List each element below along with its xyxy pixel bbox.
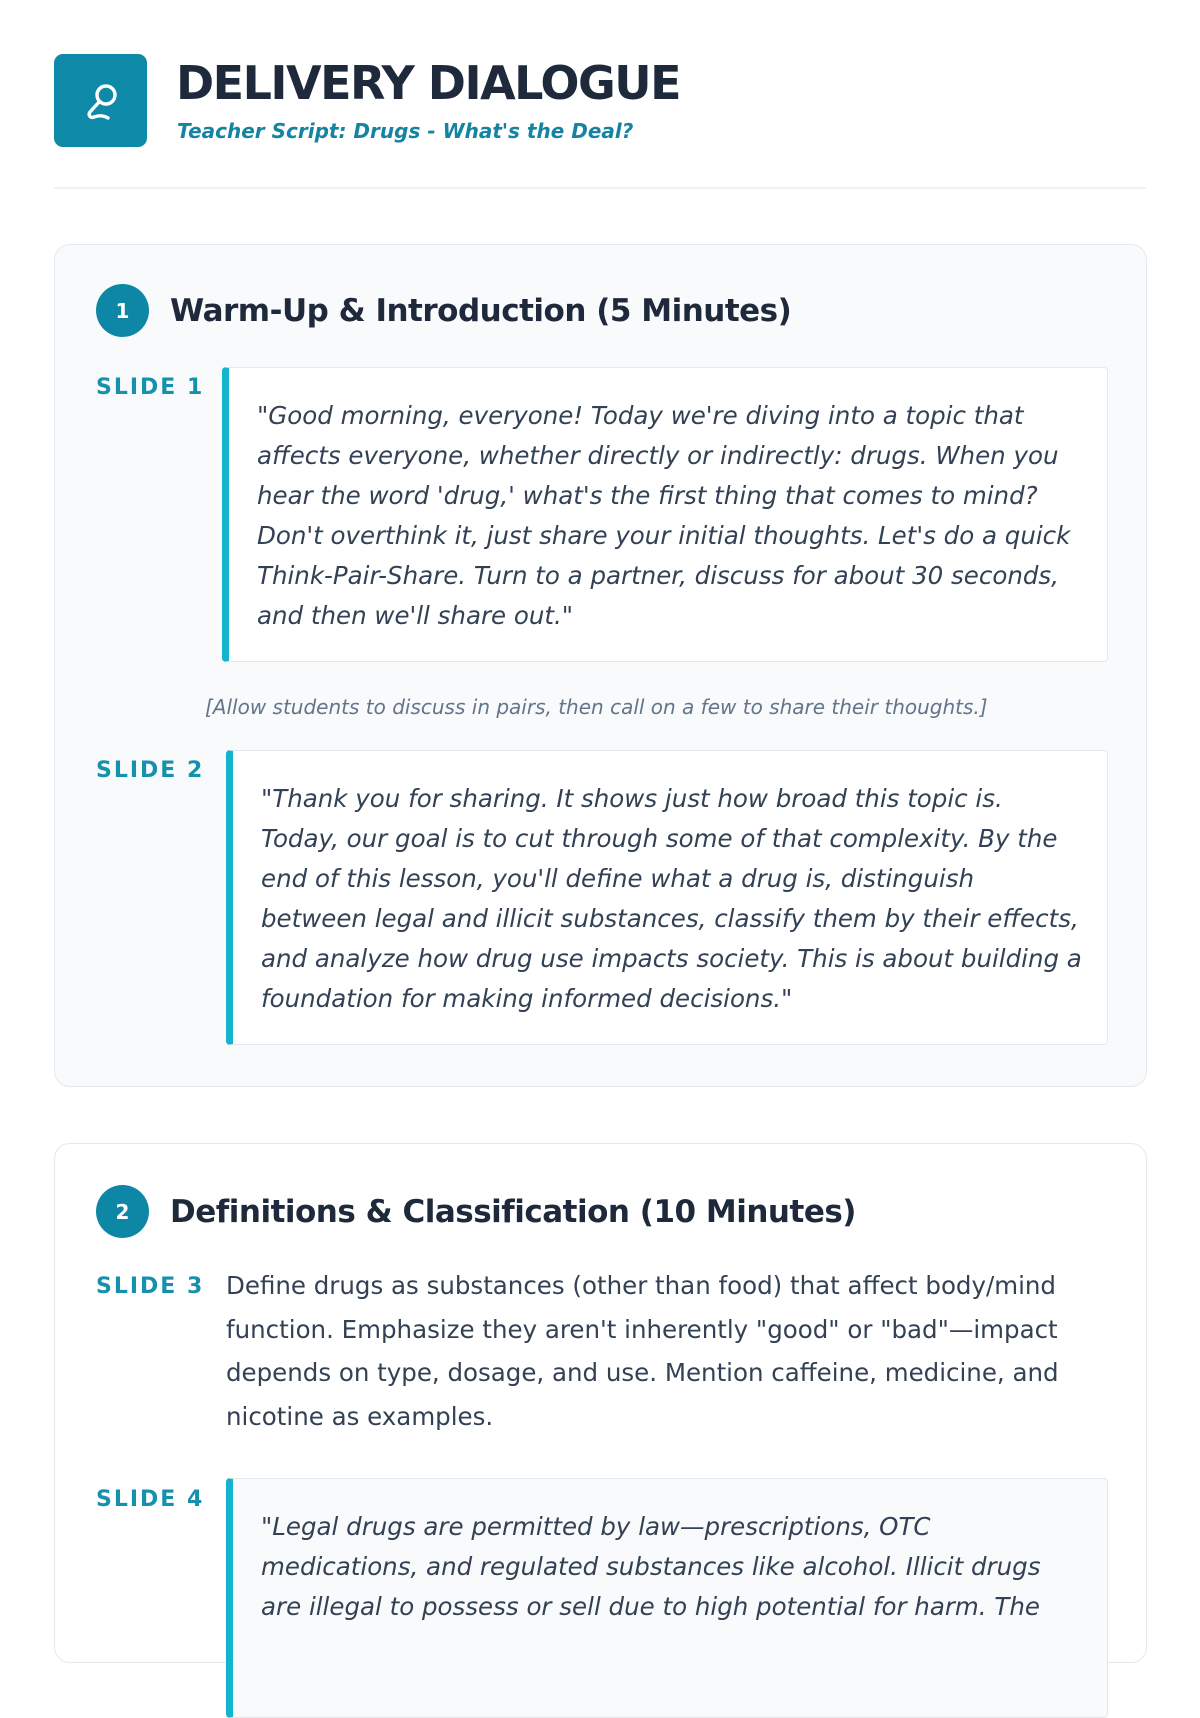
slide-label: SLIDE 4 <box>96 1487 205 1512</box>
header <box>54 0 1146 189</box>
section-title: Warm-Up & Introduction (5 Minutes) <box>170 292 792 329</box>
section-number-badge: 2 <box>96 1185 149 1238</box>
slide-quote-text: "Thank you for sharing. It shows just how broad this topic is. Today, our goal is to cut through some of that complexity. By the end of this lesson, you'll define what a drug is, distinguish between legal and illicit substances, classify them by their effects, and analyze how drug use impacts society. This is about building a foundation for making informed decisions." <box>261 784 1082 1013</box>
section-warm-up <box>54 244 1147 1087</box>
slide-quote-text: "Legal drugs are permitted by law—prescriptions, OTC medications, and regulated substances like alcohol. Illicit drugs are illegal to possess or sell due to high potential for harm. The <box>261 1512 1041 1621</box>
slide-quote-box <box>222 367 1108 662</box>
page-title: DELIVERY DIALOGUE <box>176 56 680 110</box>
section-number-badge: 1 <box>96 284 149 337</box>
page-subtitle: Teacher Script: Drugs - What's the Deal? <box>177 119 634 143</box>
section-header <box>96 1185 856 1238</box>
slide-note-text: Define drugs as substances (other than food) that affect body/mind function. Emphasize they aren't inherently "good" or "bad"—impact depends on type, dosage, and use. Mention caffeine, medicine, and nicotine as examples. <box>226 1271 1059 1431</box>
slide-quote-text: "Good morning, everyone! Today we're diving into a topic that affects everyone, whether directly or indirectly: drugs. When you hear the word 'drug,' what's the first thing that comes to mind? Don't overthink it, just share your initial thoughts. Let's do a quick Think-Pair-Share. Turn to a partner, discuss for about 30 seconds, and then we'll share out." <box>257 401 1071 630</box>
slide-label: SLIDE 2 <box>96 758 205 783</box>
slide-label: SLIDE 3 <box>96 1274 205 1299</box>
slide-quote-box <box>226 1478 1108 1718</box>
section-definitions <box>54 1143 1147 1663</box>
slide-label: SLIDE 1 <box>96 375 205 400</box>
section-header <box>96 284 791 337</box>
slide-quote-box <box>226 750 1108 1045</box>
stage-direction: [Allow students to discuss in pairs, then call on a few to share their thoughts.] <box>205 695 988 719</box>
microphone-icon <box>54 54 147 147</box>
section-title: Definitions & Classification (10 Minutes) <box>170 1193 856 1230</box>
